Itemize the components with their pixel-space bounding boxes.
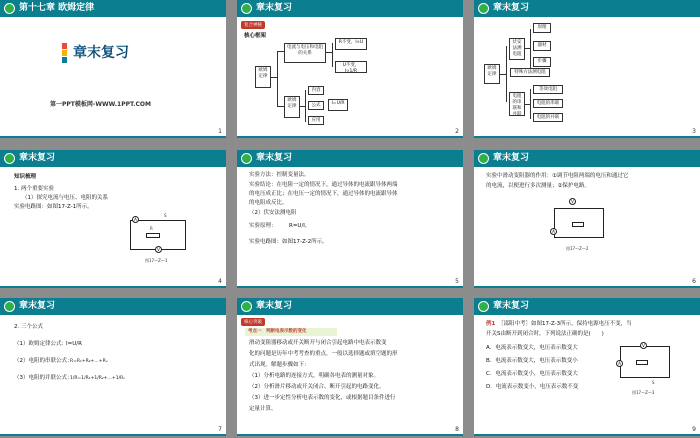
connector — [277, 51, 278, 106]
resistor-icon — [146, 233, 160, 238]
diagram-node: 电阻的并联 — [533, 113, 563, 122]
slide-header-title: 章末复习 — [493, 3, 530, 13]
slide-header — [0, 298, 226, 315]
bullet-icon — [241, 301, 252, 312]
switch-label: S — [652, 380, 655, 385]
diagram-node: R不变，I∝U — [335, 38, 367, 50]
text-line: 实验电路图：如图17-Z-2所示。 — [249, 239, 328, 245]
diagram-node: U不变，I∝1/R — [335, 61, 367, 73]
connector — [277, 106, 284, 107]
bullet-icon — [4, 3, 15, 14]
example-label: 例1 — [486, 321, 496, 327]
slide-number: 8 — [455, 426, 459, 433]
slide-thumbnail-7[interactable] — [0, 298, 226, 436]
slide-thumbnail-1[interactable] — [0, 0, 226, 138]
connector — [277, 51, 284, 52]
text-line: （2）电阻的串联公式： — [14, 358, 73, 364]
resistor-icon — [572, 222, 584, 227]
ammeter-icon: A — [132, 216, 139, 223]
slide-number: 7 — [218, 426, 222, 433]
ammeter-icon: A — [616, 360, 623, 367]
section-tag: 复合神秘 — [241, 21, 265, 29]
text-line: 实验中滑动变阻器的作用：①调节电阻两端的电压和通过它 — [486, 173, 629, 179]
diagram-node: 欧姆定律 — [255, 66, 271, 88]
slide-header-title: 章末复习 — [19, 153, 56, 163]
option-b: B．电流表示数变大，电压表示数变小 — [486, 358, 578, 364]
slide-thumbnail-8[interactable] — [237, 298, 463, 436]
text-line: 知识梳理 — [14, 174, 37, 180]
slide-title: 章末复习 — [73, 45, 129, 61]
footer-stripe — [237, 136, 463, 138]
text-line: （1）欧姆定律公式： — [14, 341, 67, 347]
text-line: 的电阻成反比。 — [249, 200, 288, 206]
connector — [305, 90, 306, 122]
slide-number: 1 — [218, 128, 222, 135]
option-d: D．电流表示数变小，电压表示数不变 — [486, 384, 579, 390]
resistor-label: R — [150, 226, 153, 231]
diagram-node: 应用 — [308, 116, 324, 125]
slide-header-title: 第十七章 欧姆定律 — [19, 3, 95, 13]
text-line: 滑动变阻器移动或开关断开与闭合引起电路中电表示数变 — [249, 340, 387, 346]
slide-number: 6 — [692, 278, 696, 285]
text-line: 1. 两个重要实验 — [14, 186, 54, 192]
text-line: 实验结论：在电阻一定的情况下，通过导体的电流跟导体两端 — [249, 182, 398, 188]
title-accent — [62, 57, 67, 63]
text-line: 实验方法：控制变量法。 — [249, 172, 310, 178]
footer-text: 第一PPT模板网-WWW.1PPT.COM — [50, 101, 151, 108]
diagram-node: 特殊方法测电阻 — [510, 68, 550, 77]
formula-box: I=U/R — [328, 99, 348, 111]
footer-stripe — [237, 286, 463, 288]
voltmeter-icon: V — [155, 246, 162, 253]
footer-stripe — [474, 136, 700, 138]
topic-title: 考点一 判断电表示数的变化 — [248, 329, 307, 334]
diagram-node: 伏安法测电阻 — [509, 38, 525, 60]
slide-number: 9 — [692, 426, 696, 433]
bullet-icon — [478, 3, 489, 14]
slide-thumbnail-4[interactable] — [0, 150, 226, 288]
text-line: 的电流，以便进行多次测量；②保护电路。 — [486, 183, 590, 189]
text-line: （2）伏安法测电阻 — [249, 210, 297, 216]
figure-caption: 图17—Z—3 — [632, 390, 655, 395]
diagram-node: 等效电阻 — [533, 85, 563, 94]
text-line: 开关S由断开到闭合时，下列说法正确的是( ) — [486, 331, 604, 337]
slide-header — [474, 150, 700, 167]
slide-number: 3 — [692, 128, 696, 135]
slide-thumbnail-6[interactable] — [474, 150, 700, 288]
text-line: （1）分析电路的连接方式，明确各电表的测量对象。 — [249, 373, 380, 379]
text-line: 化的问题是历年中考考查的重点，一般以选择题或填空题的形 — [249, 351, 398, 357]
footer-stripe — [474, 434, 700, 436]
slide-thumbnail-9[interactable] — [474, 298, 700, 436]
formula: R=R₁+R₂+…+Rₙ — [70, 359, 108, 364]
diagram-node: 器材 — [533, 41, 551, 51]
footer-stripe — [0, 434, 226, 436]
connector — [530, 89, 531, 119]
diagram-node: 内容 — [308, 86, 324, 95]
diagram-node: 步骤 — [533, 57, 551, 67]
voltmeter-icon: V — [569, 198, 576, 205]
formula: R=U/I。 — [289, 223, 311, 229]
text-line: 实验电路图：如图17-Z-1所示。 — [14, 204, 93, 210]
bullet-icon — [478, 301, 489, 312]
slide-number: 4 — [218, 278, 222, 285]
label: 核心框架 — [244, 33, 267, 39]
bullet-icon — [4, 153, 15, 164]
footer-stripe — [0, 136, 226, 138]
slide-header-title: 章末复习 — [493, 301, 530, 311]
text-line: （2）分析滑片移动或开关闭合、断开引起的电路变化。 — [249, 384, 385, 390]
text-line: ［邵阳中考］如图17-Z-3所示，保持电源电压不变，当 — [498, 321, 632, 327]
slide-header-title: 章末复习 — [493, 153, 530, 163]
diagram-node: 公式 — [308, 101, 324, 110]
slide-number: 2 — [455, 128, 459, 135]
ammeter-icon: A — [550, 228, 557, 235]
connector — [332, 43, 333, 67]
diagram-node: 电阻的串联和并联 — [509, 92, 525, 116]
switch-label: S — [164, 213, 167, 218]
voltmeter-icon: V — [640, 342, 647, 349]
figure-caption: 图17—Z—1 — [145, 258, 168, 263]
text-line: （1）探究电流与电压、电阻的关系 — [22, 195, 109, 201]
formula: I=U/R — [66, 341, 82, 347]
formula: 1/R=1/R₁+1/R₂+…+1/Rₙ — [70, 376, 126, 381]
text-line: 的电压成正比；在电压一定的情况下，通过导体的电流跟导体 — [249, 191, 398, 197]
slide-header — [0, 150, 226, 167]
footer-stripe — [237, 434, 463, 436]
connector — [530, 29, 531, 72]
footer-stripe — [474, 286, 700, 288]
bullet-icon — [241, 153, 252, 164]
text-line: 实验原理： — [249, 223, 277, 229]
option-c: C．电流表示数变小，电压表示数变大 — [486, 371, 578, 377]
slide-header — [237, 298, 463, 315]
bullet-icon — [478, 153, 489, 164]
figure-caption: 图17—Z—2 — [566, 246, 589, 251]
slide-thumbnail-5[interactable] — [237, 150, 463, 288]
slide-header — [474, 298, 700, 315]
slide-header — [474, 0, 700, 17]
slide-thumbnail-2[interactable] — [237, 0, 463, 138]
resistor-icon — [636, 360, 648, 365]
bullet-icon — [241, 3, 252, 14]
slide-header-title: 章末复习 — [256, 301, 293, 311]
slide-header-title: 章末复习 — [19, 301, 56, 311]
slide-header-title: 章末复习 — [256, 3, 293, 13]
text-line: （3）电阻的并联公式： — [14, 375, 73, 381]
slide-number: 5 — [455, 278, 459, 285]
slide-header — [237, 0, 463, 17]
diagram-node: 电阻的串联 — [533, 99, 563, 108]
slide-header — [237, 150, 463, 167]
text-line: 2. 三个公式 — [14, 324, 43, 330]
diagram-node: 原理 — [533, 23, 551, 33]
diagram-node: 欧姆定律 — [284, 96, 300, 118]
text-line: 定量计算。 — [249, 406, 277, 412]
connector — [506, 46, 507, 102]
section-tag: 核心突破 — [241, 318, 265, 326]
option-a: A．电流表示数变大，电压表示数变大 — [486, 345, 578, 351]
bullet-icon — [4, 301, 15, 312]
diagram-node: 欧姆定律 — [484, 64, 500, 84]
diagram-node: 电流与电压和电阻的关系 — [284, 43, 326, 63]
title-accent — [62, 43, 67, 49]
slide-header-title: 章末复习 — [256, 153, 293, 163]
slide-header — [0, 0, 226, 17]
text-line: 式出现。解题步骤如下： — [249, 362, 310, 368]
footer-stripe — [0, 286, 226, 288]
text-line: （3）进一步定性分析电表示数的变化，或根据题目条件进行 — [249, 395, 396, 401]
slide-thumbnail-3[interactable] — [474, 0, 700, 138]
title-accent — [62, 50, 67, 56]
